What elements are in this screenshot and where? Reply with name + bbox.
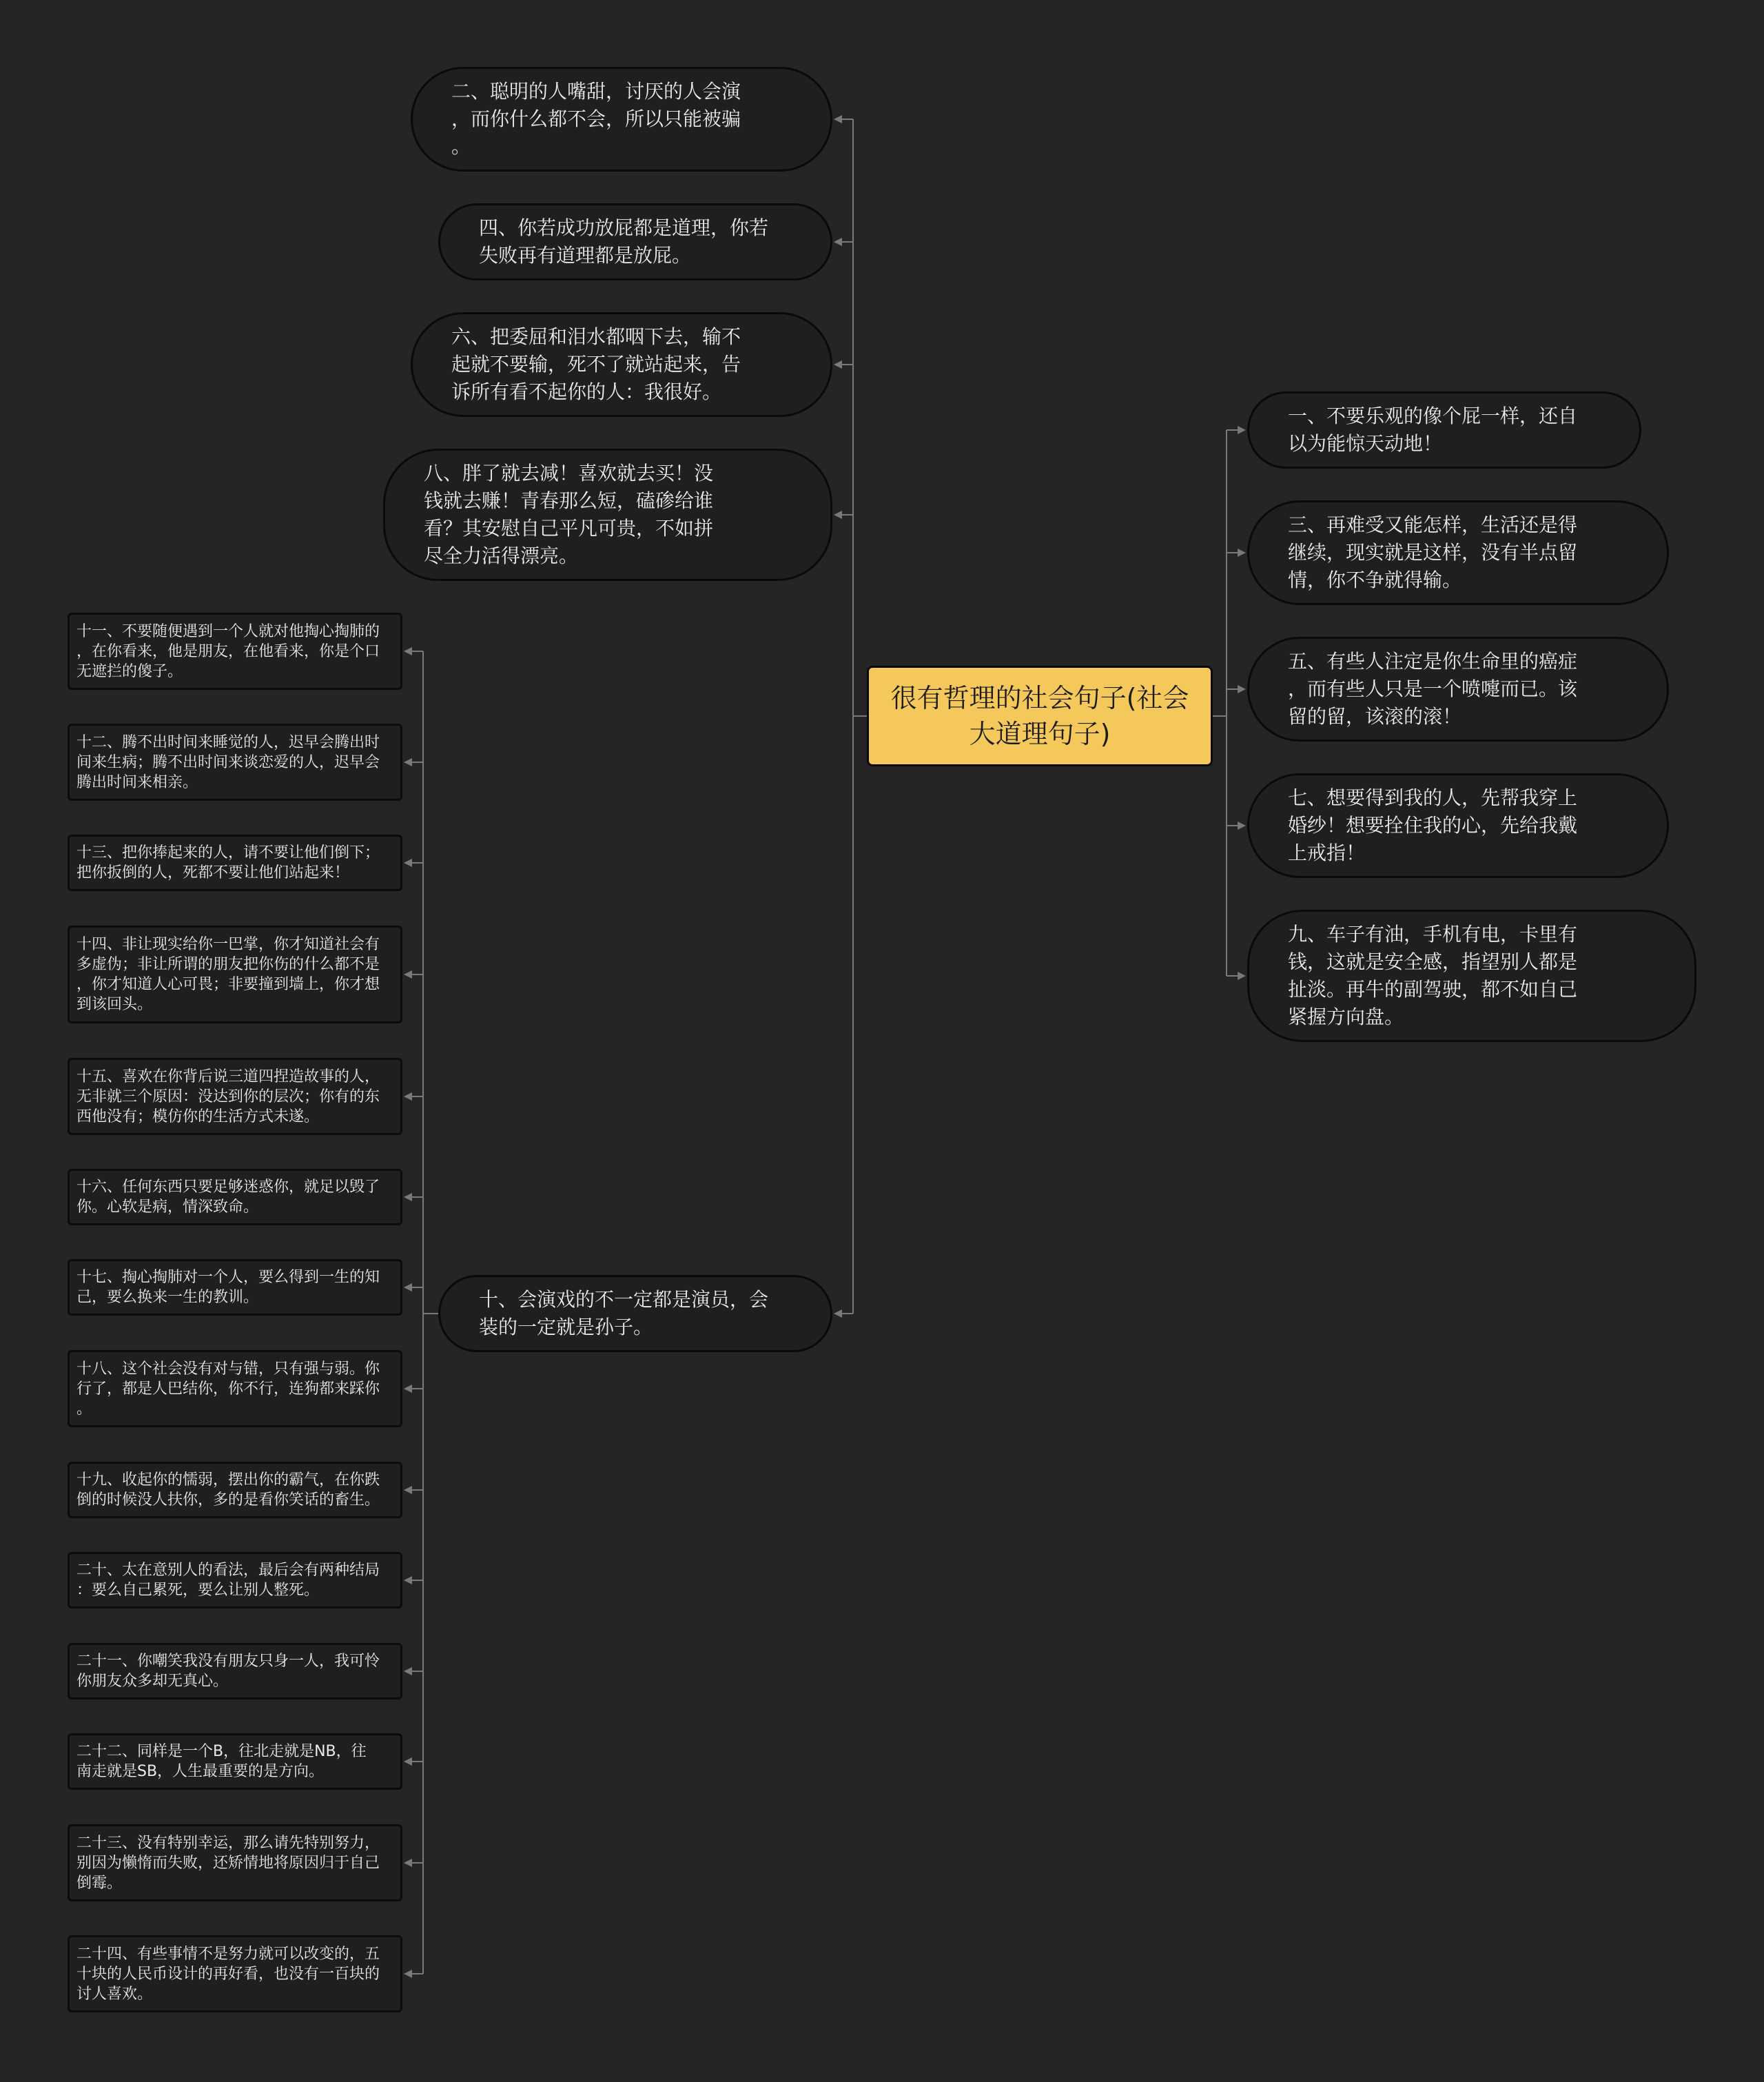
arrow-head bbox=[834, 1309, 842, 1318]
leaf-node[interactable] bbox=[68, 1169, 402, 1225]
arrow-head bbox=[404, 1385, 412, 1393]
arrow-head bbox=[1238, 426, 1246, 434]
leaf-label: 十六、任何东西只要足够迷惑你，就足以毁了 你。心软是病，情深致命。 bbox=[76, 1178, 380, 1216]
leaf-node[interactable] bbox=[68, 1733, 402, 1790]
arrow-head bbox=[404, 1667, 412, 1675]
left-branch-node[interactable] bbox=[411, 67, 832, 172]
leaf-node[interactable] bbox=[68, 1350, 402, 1427]
leaf-label: 十一、不要随便遇到一个人就对他掏心掏肺的 ，在你看来，他是朋友，在他看来，你是个口 无遮拦的傻子。 bbox=[76, 622, 380, 680]
leaf-label: 十九、收起你的懦弱，摆出你的霸气，在你跌 倒的时候没人扶你，多的是看你笑话的畜生。 bbox=[76, 1471, 380, 1509]
arrow-head bbox=[404, 1193, 412, 1201]
leaf-label: 十五、喜欢在你背后说三道四捏造故事的人， 无非就三个原因：没达到你的层次；你有的东 西他没有；模仿你的生活方式未遂。 bbox=[76, 1068, 380, 1125]
leaf-node[interactable] bbox=[68, 1643, 402, 1700]
leaf-node[interactable] bbox=[68, 1935, 402, 2012]
arrow-head bbox=[834, 360, 842, 369]
right-branch-node[interactable] bbox=[1247, 391, 1641, 469]
arrow-head bbox=[834, 511, 842, 519]
arrow-head bbox=[404, 859, 412, 867]
left-branch-node[interactable] bbox=[438, 203, 832, 280]
arrow-head bbox=[404, 1486, 412, 1494]
node-label: 一、不要乐观的像个屁一样，还自 以为能惊天动地！ bbox=[1288, 405, 1578, 455]
arrow-head bbox=[404, 1283, 412, 1292]
left-branch-node[interactable] bbox=[438, 1275, 832, 1352]
right-branch-node[interactable] bbox=[1247, 500, 1669, 605]
arrow-head bbox=[404, 1970, 412, 1978]
left-branch-node[interactable] bbox=[411, 312, 832, 417]
node-label: 九、车子有油，手机有电，卡里有 钱，这就是安全感，指望别人都是 扯淡。再牛的副驾驶，都不如自己 紧握方向盘。 bbox=[1288, 923, 1578, 1028]
arrow-head bbox=[404, 1757, 412, 1766]
node-label: 八、胖了就去减！喜欢就去买！没 钱就去赚！青春那么短，磕碜给谁 看？其安慰自己平凡可贵，不如拼 尽全力活得漂亮。 bbox=[424, 462, 714, 567]
arrow-head bbox=[834, 238, 842, 246]
leaf-label: 十四、非让现实给你一巴掌，你才知道社会有 多虚伪；非让所谓的朋友把你伤的什么都不是 ，你才知道人心可畏；非要撞到墙上，你才想 到该回头。 bbox=[76, 936, 380, 1013]
node-label: 五、有些人注定是你生命里的癌症 ，而有些人只是一个喷嚏而已。该 留的留，该滚的滚！ bbox=[1288, 650, 1578, 728]
node-label: 六、把委屈和泪水都咽下去，输不 起就不要输，死不了就站起来，告 诉所有看不起你的人：我很好。 bbox=[451, 325, 741, 403]
right-branch-node[interactable] bbox=[1247, 637, 1669, 742]
arrow-head bbox=[404, 758, 412, 766]
arrow-head bbox=[1238, 549, 1246, 557]
arrow-head bbox=[404, 647, 412, 655]
leaf-label: 二十一、你嘲笑我没有朋友只身一人，我可怜 你朋友众多却无真心。 bbox=[76, 1653, 380, 1690]
arrow-head bbox=[404, 1859, 412, 1867]
leaf-node[interactable] bbox=[68, 724, 402, 801]
node-label: 三、再难受又能怎样，生活还是得 继续，现实就是这样，没有半点留 情，你不争就得输。 bbox=[1288, 513, 1578, 591]
leaf-node[interactable] bbox=[68, 1462, 402, 1518]
leaf-label: 十八、这个社会没有对与错，只有强与弱。你 行了，都是人巴结你，你不行，连狗都来踩你 。 bbox=[76, 1360, 380, 1418]
arrow-head bbox=[1238, 685, 1246, 693]
arrow-head bbox=[1238, 972, 1246, 980]
node-label: 四、你若成功放屁都是道理，你若 失败再有道理都是放屁。 bbox=[479, 216, 769, 267]
leaf-label: 二十二、同样是一个B，往北走就是NB，往 南走就是SB，人生最重要的是方向。 bbox=[76, 1743, 367, 1780]
arrow-head bbox=[404, 970, 412, 979]
root-node[interactable] bbox=[867, 666, 1213, 766]
leaf-node[interactable] bbox=[68, 613, 402, 690]
root-node-label: 很有哲理的社会句子(社会 大道理句子) bbox=[890, 683, 1189, 749]
leaf-node[interactable] bbox=[68, 835, 402, 891]
leaf-label: 十七、掏心掏肺对一个人，要么得到一生的知 己，要么换来一生的教训。 bbox=[76, 1269, 380, 1306]
node-label: 十、会演戏的不一定都是演员，会 装的一定就是孙子。 bbox=[479, 1288, 769, 1338]
leaf-label: 二十、太在意别人的看法，最后会有两种结局 ：要么自己累死，要么让别人整死。 bbox=[76, 1562, 380, 1599]
right-branch-node[interactable] bbox=[1247, 773, 1669, 878]
arrow-head bbox=[1238, 821, 1246, 830]
leaf-node[interactable] bbox=[68, 1824, 402, 1901]
arrow-head bbox=[834, 115, 842, 123]
right-branch-node[interactable] bbox=[1247, 910, 1696, 1042]
leaf-node[interactable] bbox=[68, 926, 402, 1023]
node-label: 七、想要得到我的人，先帮我穿上 婚纱！想要拴住我的心，先给我戴 上戒指！ bbox=[1288, 786, 1578, 864]
leaf-node[interactable] bbox=[68, 1552, 402, 1609]
leaf-label: 十三、把你捧起来的人，请不要让他们倒下； 把你扳倒的人，死都不要让他们站起来！ bbox=[76, 844, 380, 881]
arrow-head bbox=[404, 1576, 412, 1584]
leaf-label: 二十四、有些事情不是努力就可以改变的，五 十块的人民币设计的再好看，也没有一百块的 讨人喜欢。 bbox=[76, 1945, 380, 2003]
left-branch-node[interactable] bbox=[383, 449, 832, 581]
leaf-node[interactable] bbox=[68, 1259, 402, 1316]
leaf-label: 十二、腾不出时间来睡觉的人，迟早会腾出时 间来生病；腾不出时间来谈恋爱的人，迟早会 腾出时间来相亲。 bbox=[76, 733, 380, 791]
leaf-label: 二十三、没有特别幸运，那么请先特别努力， 别因为懒惰而失败，还矫情地将原因归于自己 倒霉。 bbox=[76, 1834, 380, 1892]
arrow-head bbox=[404, 1092, 412, 1101]
node-label: 二、聪明的人嘴甜，讨厌的人会演 ，而你什么都不会，所以只能被骗 。 bbox=[451, 80, 741, 158]
leaf-node[interactable] bbox=[68, 1058, 402, 1135]
